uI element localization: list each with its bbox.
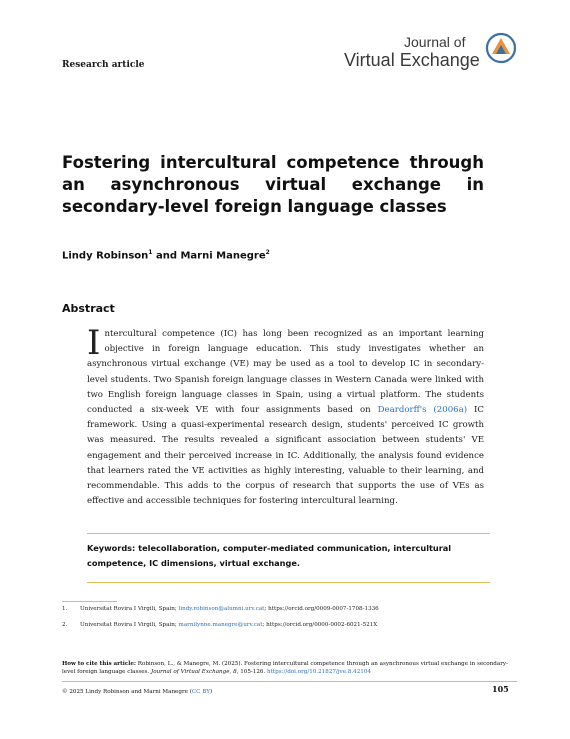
footnote-1-orcid-link[interactable]: https://orcid.org/0009-0007-1708-1336: [268, 606, 379, 612]
footer-rule: [62, 681, 517, 682]
abstract-dropcap: I: [87, 323, 101, 363]
footnote-2-affiliation: Universitat Rovira I Virgili, Spain;: [80, 622, 179, 628]
how-to-cite-text-1: Robinson, L., & Manegre, M. (2025). Fostering intercultural competence through an asynchronous virtual exchange in secondary-level foreign language classes.: [62, 661, 508, 675]
license-link[interactable]: CC BY: [191, 689, 210, 695]
how-to-cite-text-2: , 105-126.: [236, 669, 268, 675]
footnote-2-number: 2.: [62, 622, 68, 628]
journal-logo: [340, 34, 520, 74]
author-1-name: Lindy Robinson: [62, 250, 149, 262]
footnote-2-separator: ;: [262, 622, 267, 628]
how-to-cite-label: How to cite this article:: [62, 661, 136, 667]
keywords-bottom-rule: [87, 582, 490, 583]
footnote-1-separator: ;: [264, 606, 269, 612]
copyright-text: © 2025 Lindy Robinson and Marni Manegre (: [62, 689, 192, 695]
footnote-1-number: 1.: [62, 606, 68, 612]
footnote-1: [62, 606, 502, 612]
author-2-name: Marni Manegre: [180, 250, 266, 262]
footnote-separator: [62, 601, 117, 602]
keywords-top-rule: [87, 533, 490, 534]
page-number: 105: [492, 684, 509, 694]
footnote-1-email-link[interactable]: lindy.robinson@alumni.urv.cat: [178, 606, 265, 612]
keywords: Keywords: telecollaboration, computer-mediated communication, intercultural competence, IC dimensions, virtual exchange.: [87, 543, 452, 568]
abstract-text-part1: ntercultural competence (IC) has long been recognized as an important learning objective in foreign language education. This study investigates whether an asynchronous virtual exchange (VE) may be used as a tool to develop IC in secondary-level students. Two Spanish foreign language classes in Western Canada were linked with two English foreign language classes in Spain, using a virtual platform. The students conducted a six-week VE with four assignments based on: [87, 329, 484, 416]
how-to-cite: [62, 660, 517, 676]
abstract-text-part2: IC framework. Using a quasi-experimental research design, students' perceived IC growth was measured. The results revealed a significant association between students' VE engagement and their perceived increase in IC. Additionally, the analysis found evidence that learners rated the VE activities as highly interesting, valuable to their learning, and recommendable. This adds to the corpus of research that supports the use of VEs as effective and accessible techniques for fostering intercultural learning.: [87, 405, 485, 507]
footnote-1-affiliation: Universitat Rovira I Virgili, Spain;: [80, 606, 179, 612]
abstract-body: [87, 323, 485, 509]
abstract-heading: Abstract: [62, 302, 115, 315]
journal-name-line1: Journal of: [404, 34, 466, 50]
journal-name-line2: Virtual Exchange: [344, 50, 480, 70]
footnote-2-orcid-link[interactable]: https://orcid.org/0000-0002-6021-521X: [266, 622, 378, 628]
article-title: Fostering intercultural competence through an asynchronous virtual exchange in secondary-level foreign language classes: [62, 153, 484, 216]
author-connector: and: [152, 250, 181, 262]
citation-link-deardorff[interactable]: Deardorff's (2006a): [377, 405, 468, 416]
author-list: [62, 249, 270, 261]
copyright-notice: [62, 688, 212, 696]
author-1-footnote-marker: 1: [148, 249, 153, 256]
author-2-footnote-marker: 2: [265, 249, 270, 256]
copyright-end: ): [209, 689, 213, 695]
journal-emblem-icon: [485, 32, 517, 64]
how-to-cite-journal: Journal of Virtual Exchange, 8: [150, 669, 237, 675]
footnote-2-email-link[interactable]: marnilynne.manegre@urv.cat: [178, 622, 263, 628]
article-type-label: Research article: [62, 60, 145, 70]
doi-link[interactable]: https://doi.org/10.21827/jve.8.42104: [267, 669, 371, 675]
footnote-2: [62, 622, 502, 628]
